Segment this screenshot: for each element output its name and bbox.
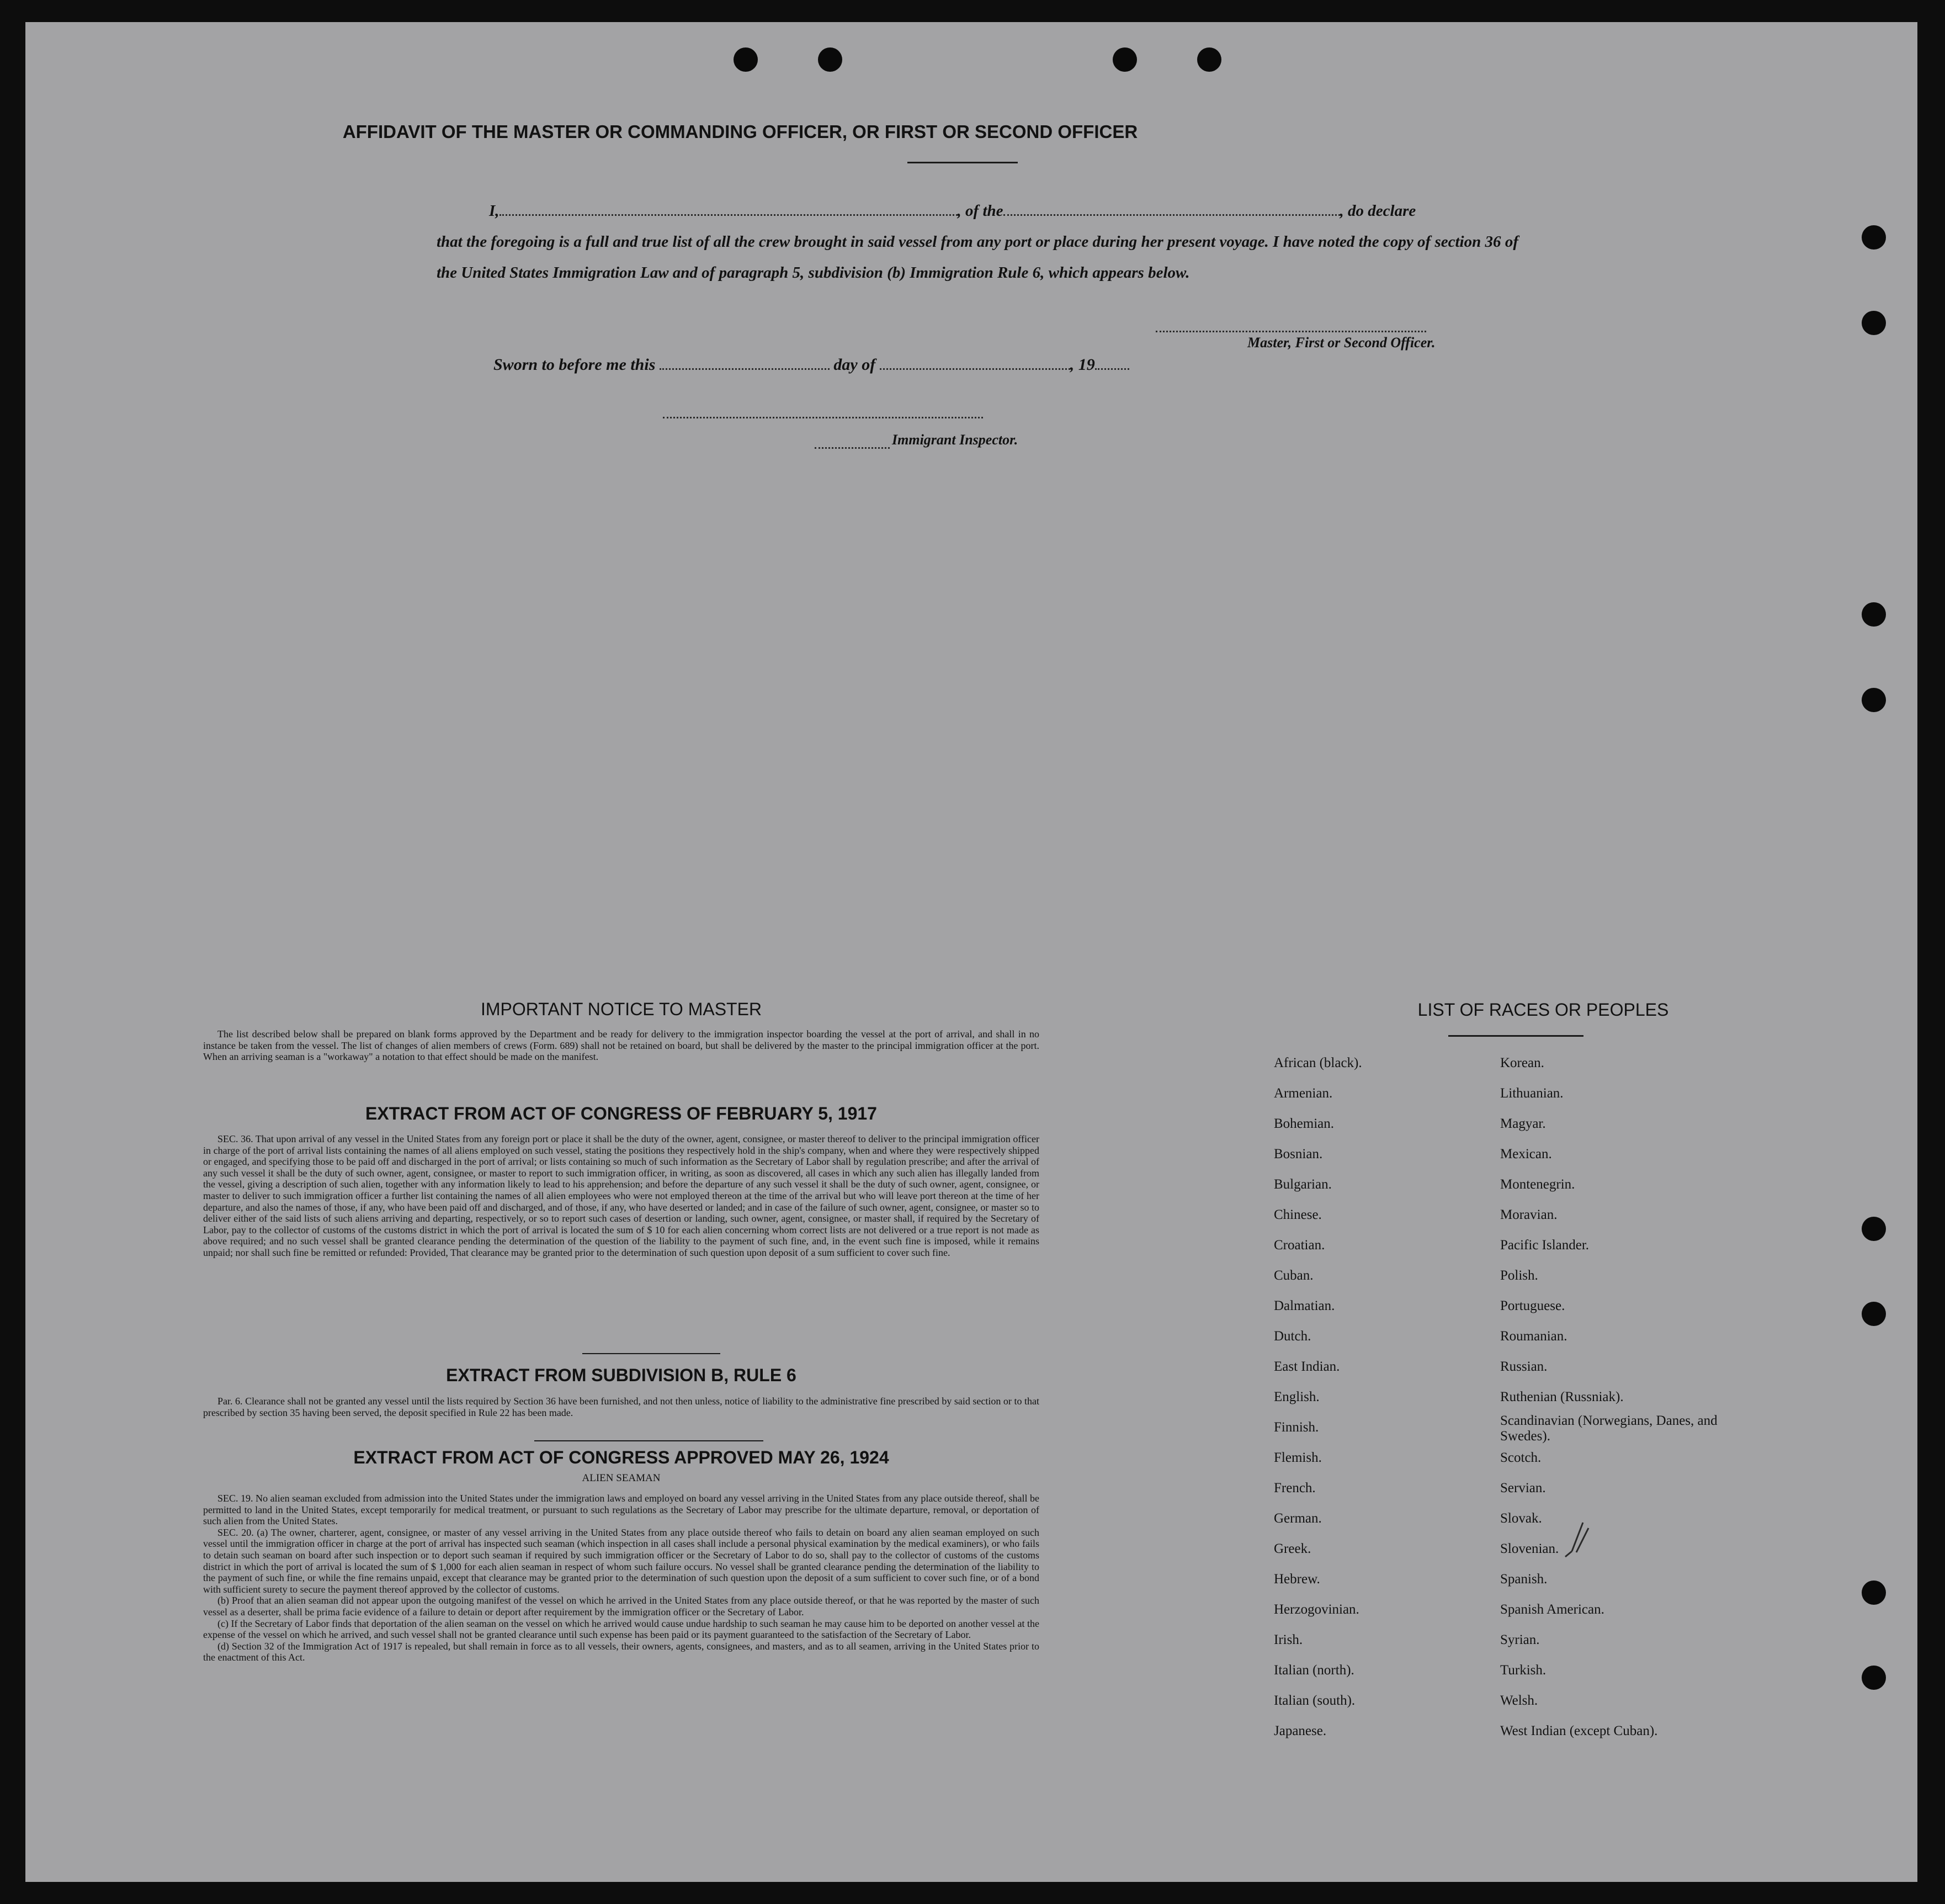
race-item: Japanese. (1274, 1723, 1327, 1738)
race-item: East Indian. (1274, 1359, 1340, 1374)
race-item: Herzogovinian. (1274, 1602, 1359, 1617)
race-item: Pacific Islander. (1500, 1238, 1590, 1253)
inspector-signature-field-lead[interactable] (815, 446, 890, 449)
race-item: West Indian (except Cuban). (1500, 1723, 1658, 1738)
extract-rule6-text (203, 1396, 1039, 1418)
race-item: Syrian. (1500, 1632, 1540, 1647)
alien-seaman-subtitle: ALIEN SEAMAN (582, 1472, 661, 1484)
sworn-day-label: day of (833, 356, 876, 374)
sec-19-paragraph: SEC. 19. No alien seaman excluded from admission into the United States under the immigration laws and employed on board any vessel arriving in the United States from any place outside thereof, shall be permitted to land in the United States, except temporarily for medical treatment, or pursuant to such regulations as the Secretary of Labor may prescribe for the ultimate departure, removal, or deportation of such alien from the United States. (203, 1493, 1039, 1527)
race-item: Greek. (1274, 1541, 1311, 1556)
inspector-signature-field[interactable] (663, 416, 983, 418)
punch-hole-right (1862, 1666, 1886, 1690)
punch-hole-right (1862, 1302, 1886, 1326)
race-item: Montenegrin. (1500, 1177, 1575, 1192)
declaration-part2: , of the (957, 202, 1003, 220)
race-item: Welsh. (1500, 1693, 1538, 1708)
race-item: Magyar. (1500, 1116, 1546, 1131)
race-item: Turkish. (1500, 1663, 1547, 1678)
race-item: Croatian. (1274, 1238, 1325, 1253)
race-item: Lithuanian. (1500, 1086, 1564, 1101)
race-item: Scandinavian (Norwegians, Danes, and Swedes). (1500, 1413, 1718, 1444)
race-item: Russian. (1500, 1359, 1548, 1374)
declarant-name-field[interactable] (499, 203, 958, 216)
race-item: Servian. (1500, 1481, 1546, 1495)
affidavit-title: AFFIDAVIT OF THE MASTER OR COMMANDING OFFICER, OR FIRST OR SECOND OFFICER (342, 121, 1138, 142)
punch-hole-top (1113, 47, 1137, 72)
master-signature-field[interactable] (1156, 330, 1426, 332)
section-divider (534, 1440, 763, 1441)
race-item: Bosnian. (1274, 1147, 1323, 1162)
race-item: Moravian. (1500, 1207, 1558, 1222)
form-page (25, 22, 1917, 1882)
race-item: English. (1274, 1389, 1320, 1404)
race-item: French. (1274, 1481, 1316, 1495)
notice-title: IMPORTANT NOTICE TO MASTER (480, 999, 762, 1019)
sworn-line (493, 356, 1129, 374)
race-item: Portuguese. (1500, 1298, 1565, 1313)
par-6-paragraph: Par. 6. Clearance shall not be granted any vessel until the lists required by Section 36 have been furnished, and not then unless, notice of liability to the administrative fine prescribed by said section or to that prescribed by section 35 having been served, the deposit specified in Rule 22 has been made. (203, 1396, 1039, 1418)
sec-20a-paragraph: SEC. 20. (a) The owner, charterer, agent, consignee, or master of any vessel arriving in the United States from any place outside thereof who fails to detain on board any alien seaman employed on such vessel until the immigration officer in charge at the port of arrival has inspected such seaman (which inspection in all cases shall include a personal physical examination by the medical examiners), or who fails to detain such seaman on board after such inspection or to deport such seaman if required by such immigration officer or the Secretary of Labor to do so, shall pay to the collector of customs of the customs district in which the port of arrival is located the sum of $ 1,000 for each alien seaman in respect of whom such failure occurs. No vessel shall be granted clearance pending the determination of the liability to the payment of such fine, or while the fine remains unpaid, except that clearance may be granted prior to the determination of such question upon the deposit of a sum sufficient to cover such fine, or of a bond with sufficient surety to secure the payment thereof approved by the collector of customs. (203, 1526, 1039, 1595)
sworn-year-field[interactable] (1095, 357, 1129, 370)
declaration-part3: , do declare (1340, 202, 1416, 220)
race-item: Irish. (1274, 1632, 1303, 1647)
declaration-text (437, 195, 1518, 288)
race-item: Scotch. (1500, 1450, 1542, 1465)
race-item: Hebrew. (1274, 1572, 1320, 1587)
sworn-day-field[interactable] (660, 357, 830, 370)
race-item: Polish. (1500, 1268, 1538, 1283)
race-item: Dutch. (1274, 1329, 1311, 1344)
race-item: Bulgarian. (1274, 1177, 1332, 1192)
sworn-prefix: Sworn to before me this (493, 356, 656, 374)
race-item: Ruthenian (Russniak). (1500, 1389, 1624, 1404)
section-divider (582, 1353, 720, 1354)
race-item: Italian (north). (1274, 1663, 1354, 1678)
race-item: Finnish. (1274, 1420, 1319, 1435)
punch-hole-right (1862, 602, 1886, 627)
race-item: Dalmatian. (1274, 1298, 1335, 1313)
punch-hole-right (1862, 225, 1886, 250)
pencil-mark-icon (1561, 1518, 1594, 1562)
punch-hole-top (818, 47, 842, 72)
race-item: Roumanian. (1500, 1329, 1567, 1344)
extract-1917-title: EXTRACT FROM ACT OF CONGRESS OF FEBRUARY 5, 1917 (365, 1104, 877, 1123)
race-item: Armenian. (1274, 1086, 1333, 1101)
punch-hole-right (1862, 311, 1886, 335)
notice-text (203, 1028, 1039, 1063)
declaration-part1: I, (489, 202, 499, 220)
sworn-month-field[interactable] (880, 357, 1070, 370)
sec-20c-paragraph: (c) If the Secretary of Labor finds that deportation of the alien seaman on the vessel on which he arrived would cause undue hardship to such seaman he may cause him to be deported on another vessel at the expense of the vessel on which he arrived, and such vessel shall not be granted clearance until such expense has been paid or its payment guaranteed to the satisfaction of the Secretary of Labor. (203, 1617, 1039, 1641)
inspector-label: Immigrant Inspector. (892, 432, 1018, 448)
punch-hole-right (1862, 1581, 1886, 1605)
punch-hole-top (734, 47, 758, 72)
punch-hole-right (1862, 688, 1886, 712)
race-item: Spanish. (1500, 1572, 1548, 1587)
sec-36-paragraph: SEC. 36. That upon arrival of any vessel in the United States from any foreign port or place it shall be the duty of the owner, agent, consignee, or master thereof to deliver to the principal immigration officer in charge of the port of arrival lists containing the names of all aliens employed on such vessel, stating the positions they respectively hold in the ship's company, when and where they were respectively shipped or engaged, and specifying those to be paid off and discharged in the port of arrival; or lists containing so much of such information as the Secretary of Labor shall by regulation prescribe; and after the arrival of any such vessel it shall be the duty of such owner, agent, consignee, or master to report to such immigration officer, in writing, as soon as discovered, all cases in which any such alien has illegally landed from the vessel, giving a description of such alien, together with any information likely to lead to his apprehension; and before the departure of any such vessel it shall be the duty of such owner, agent, consignee, or master to deliver to such immigration officer a further list containing the names of all alien employees who were not employed thereon at the time of the arrival but who will leave port thereon at the time of her departure, and also the names of those, if any, who have been paid off and discharged, and of those, if any, who have deserted or landed; and in case of the failure of such owner, agent, consignee, or master so to deliver either of the said lists of such aliens arriving and departing, respectively, or so to report such cases of desertion or landing, such owner, agent, consignee, or master shall, if required by the Secretary of Labor, pay to the collector of customs of the customs district in which the port of arrival is located the sum of $ 10 for each alien concerning whom correct lists are not delivered or a true report is not made as above required; and no such vessel shall be granted clearance pending the determination of the question of the liability to the payment of such fine, and, in the event such fine is imposed, while it remains unpaid; nor shall such fine be remitted or refunded: Provided, That clearance may be granted prior to the determination of such question upon deposit of a sum sufficient to cover such fine. (203, 1133, 1039, 1258)
race-item: Korean. (1500, 1056, 1544, 1070)
master-signature-label: Master, First or Second Officer. (1247, 335, 1436, 351)
race-item: Cuban. (1274, 1268, 1314, 1283)
sworn-year-prefix: , 19 (1070, 356, 1095, 374)
race-item: African (black). (1274, 1056, 1362, 1070)
race-item: Flemish. (1274, 1450, 1322, 1465)
punch-hole-right (1862, 1217, 1886, 1241)
punch-hole-top (1197, 47, 1221, 72)
race-item: Slovak. (1500, 1511, 1542, 1526)
extract-rule6-title: EXTRACT FROM SUBDIVISION B, RULE 6 (446, 1365, 796, 1385)
extract-1917-text (203, 1133, 1039, 1259)
extract-1924-text (203, 1493, 1039, 1663)
race-item: Mexican. (1500, 1147, 1552, 1162)
declaration-first-line (437, 195, 1518, 226)
race-item: German. (1274, 1511, 1322, 1526)
race-item: Italian (south). (1274, 1693, 1356, 1708)
sec-20b-paragraph: (b) Proof that an alien seaman did not appear upon the outgoing manifest of the vessel on which he arrived in the United States from any place outside thereof, or that he was reported by the master of such vessel as a deserter, shall be prima facie evidence of a failure to detain or deport after requirement by the immigration officer or the Secretary of Labor. (203, 1595, 1039, 1617)
sec-20d-paragraph: (d) Section 32 of the Immigration Act of 1917 is repealed, but shall remain in force as to all vessels, their owners, agents, consignees, and masters, and as to all seamen, arriving in the United States prior to the enactment of this Act. (203, 1640, 1039, 1663)
races-title: LIST OF RACES OR PEOPLES (1417, 1000, 1669, 1020)
notice-paragraph: The list described below shall be prepared on blank forms approved by the Department and be ready for delivery to the immigration inspector boarding the vessel at the port of arrival, and shall in no instance be taken from the vessel. The list of changes of alien members of crews (Form. 689) shall not be retained on board, but shall be delivered by the master to the principal immigration officer at the port. When an arriving seaman is a "workaway" a notation to that effect should be made on the manifest. (203, 1028, 1039, 1063)
race-item: Chinese. (1274, 1207, 1322, 1222)
extract-1924-title: EXTRACT FROM ACT OF CONGRESS APPROVED MAY 26, 1924 (353, 1447, 889, 1467)
race-item: Slovenian. (1500, 1541, 1559, 1556)
declaration-body: that the foregoing is a full and true list of all the crew brought in said vessel from any port or place during her present voyage. I have noted the copy of section 36 of the United States Immigration Law and of paragraph 5, subdivision (b) Immigration Rule 6, which appears below. (437, 233, 1518, 282)
race-item: Bohemian. (1274, 1116, 1335, 1131)
races-title-underline (1448, 1035, 1583, 1037)
race-item: Spanish American. (1500, 1602, 1604, 1617)
vessel-name-field[interactable] (1003, 203, 1340, 216)
title-underline (907, 162, 1018, 163)
